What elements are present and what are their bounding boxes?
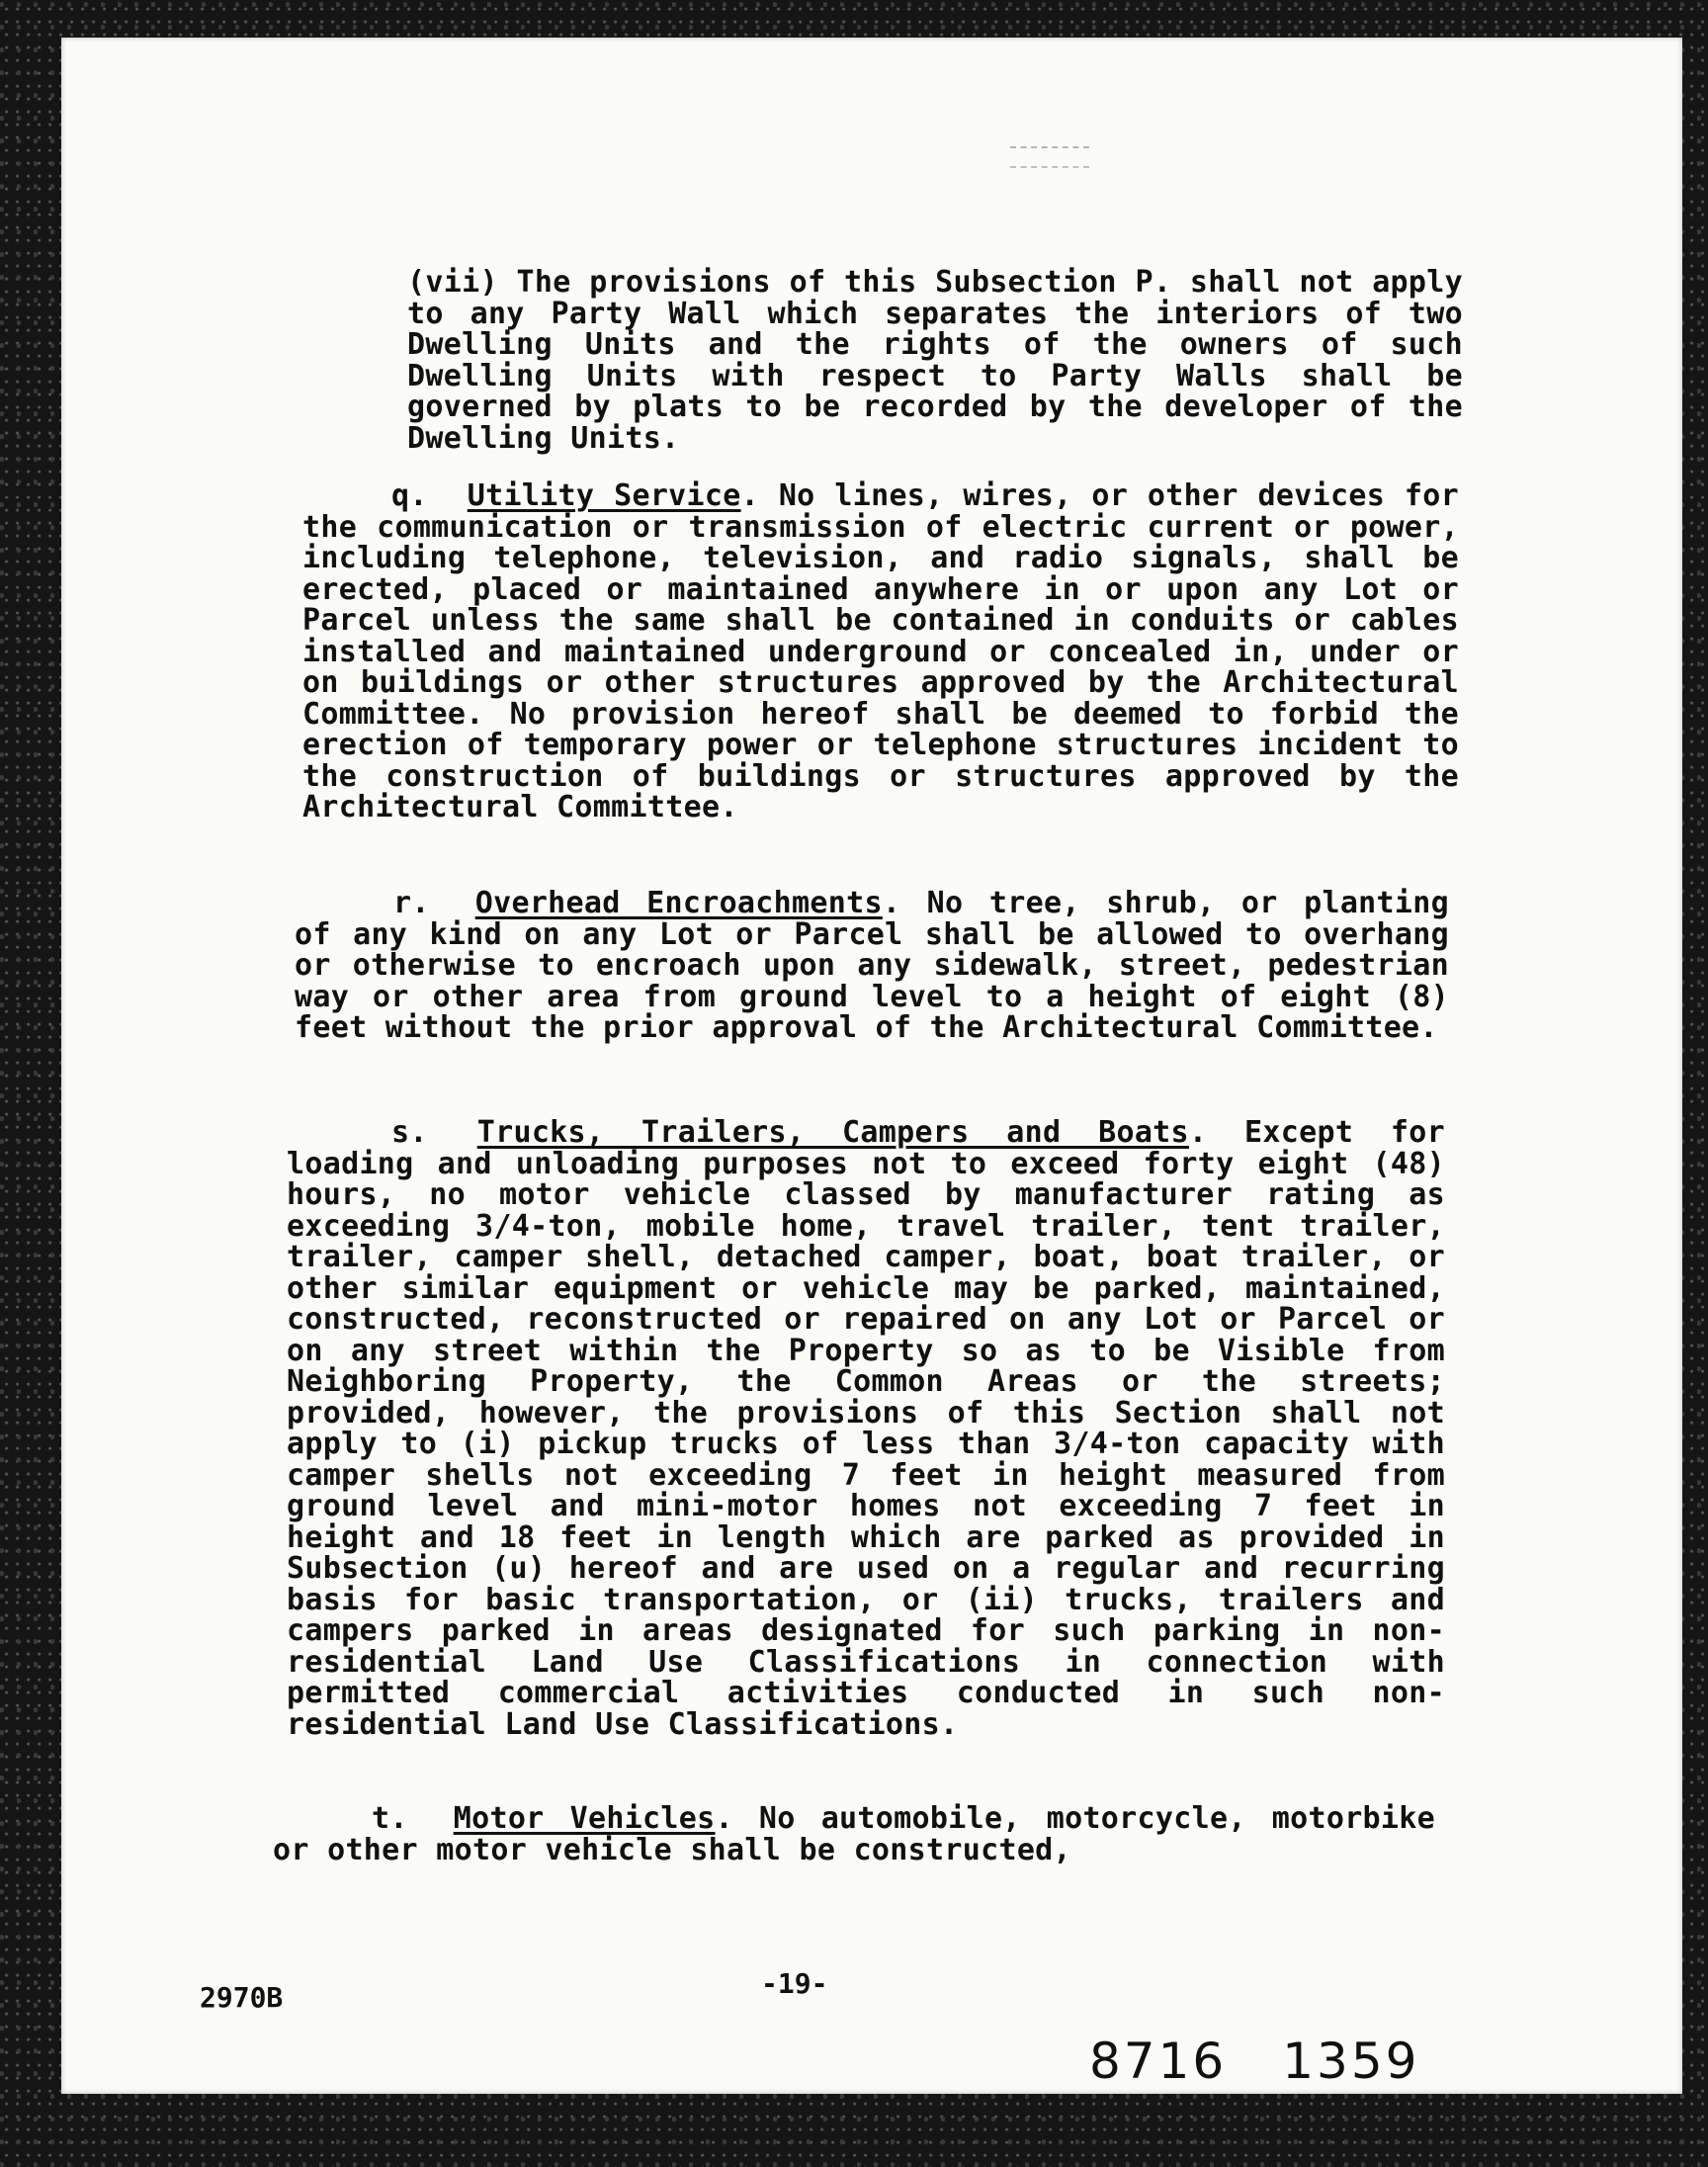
section-q bbox=[302, 480, 1459, 823]
section-q-marker: q. bbox=[391, 478, 428, 513]
section-s-heading: Trucks, Trailers, Campers and Boats bbox=[476, 1115, 1189, 1150]
stamp-number-left: 8716 bbox=[1089, 2033, 1228, 2090]
recording-stamp bbox=[1089, 2033, 1420, 2090]
paragraph-vii: (vii) The provisions of this Subsection P. shall not apply to any Party Wall which separates the interiors of two Dwelling Units and the rights of the owners of such Dwelling Units with respect to Party Walls shall be governed by plats to be recorded by the developer of the Dwelling Units. bbox=[407, 265, 1463, 456]
stamp-number-right: 1359 bbox=[1282, 2033, 1420, 2090]
section-s-marker: s. bbox=[391, 1115, 428, 1150]
section-t bbox=[273, 1803, 1435, 1865]
section-t-heading: Motor Vehicles bbox=[453, 1801, 716, 1836]
section-t-marker: t. bbox=[372, 1801, 408, 1836]
section-r bbox=[295, 888, 1449, 1044]
scan-smudge bbox=[1010, 146, 1089, 168]
section-s-text: . Except for loading and unloading purposes not to exceed forty eight (48) hours, no motor vehicle classed by manufacturer rating as exceeding 3/4-ton, mobile home, travel trailer, tent trailer, trailer, camper shell, detached camper, boat, boat trailer, or other similar equipment or vehicle may be parked, maintained, constructed, reconstructed or repaired on any Lot or Parcel or on any street within the Property so as to be Visible from Neighboring Property, the Common Areas or the streets; provided, however, the provisions of this Section shall not apply to (i) pickup trucks of less than 3/4-ton capacity with camper shells not exceeding 7 feet in height measured from ground level and mini-motor homes not exceeding 7 feet in height and 18 feet in length which are parked as provided in Subsection (u) hereof and are used on a regular and recurring basis for basic transportation, or (ii) trucks, trailers and campers parked in areas designated for such parking in non-residential Land Use Classifications in connection with permitted commercial activities conducted in such non-residential Land Use Classifications. bbox=[287, 1115, 1445, 1742]
section-q-heading: Utility Service bbox=[467, 478, 741, 513]
document-code: 2970B bbox=[200, 1981, 284, 2014]
section-r-heading: Overhead Encroachments bbox=[474, 886, 883, 920]
section-s bbox=[287, 1117, 1445, 1740]
section-r-marker: r. bbox=[393, 886, 430, 920]
section-r-text: . No tree, shrub, or planting of any kind on any Lot or Parcel shall be allowed to overhang or otherwise to encroach upon any sidewalk, street, pedestrian way or other area from ground level to a height of eight (8) feet without the prior approval of the Architectural Committee. bbox=[295, 886, 1449, 1045]
section-q-text: . No lines, wires, or other devices for the communication or transmission of electric current or power, including telephone, television, and radio signals, shall be erected, placed or maintained anywhere in or upon any Lot or Parcel unless the same shall be contained in conduits or cables installed and maintained underground or concealed in, under or on buildings or other structures approved by the Architectural Committee. No provision hereof shall be deemed to forbid the erection of temporary power or telephone structures incident to the construction of buildings or structures approved by the Architectural Committee. bbox=[302, 478, 1459, 824]
section-t-text: . No automobile, motorcycle, motorbike or other motor vehicle shall be constructed, bbox=[273, 1801, 1435, 1867]
page-number: -19- bbox=[761, 1967, 828, 2000]
